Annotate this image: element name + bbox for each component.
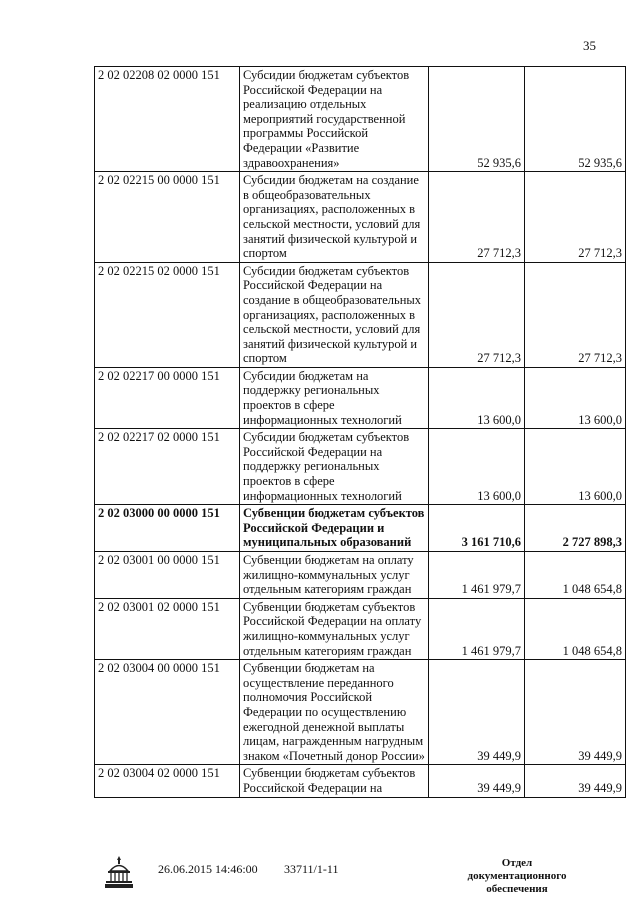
budget-table bbox=[94, 66, 626, 798]
row-code: 2 02 03004 00 0000 151 bbox=[95, 660, 240, 765]
row-amount-2: 27 712,3 bbox=[525, 172, 626, 263]
row-amount-1: 52 935,6 bbox=[429, 67, 525, 172]
row-code: 2 02 03004 02 0000 151 bbox=[95, 765, 240, 797]
row-amount-1: 39 449,9 bbox=[429, 765, 525, 797]
row-code: 2 02 02208 02 0000 151 bbox=[95, 67, 240, 172]
row-amount-1: 27 712,3 bbox=[429, 262, 525, 367]
row-amount-1: 27 712,3 bbox=[429, 172, 525, 263]
duma-logo-icon bbox=[104, 855, 134, 889]
footer-dept-line-2: обеспечения bbox=[486, 883, 548, 895]
row-code: 2 02 02217 00 0000 151 bbox=[95, 367, 240, 428]
table-row bbox=[95, 67, 626, 172]
row-code: 2 02 02217 02 0000 151 bbox=[95, 429, 240, 505]
row-description: Субсидии бюджетам субъектов Российской Федерации на реализацию отдельных мероприятий государственной программы Российской Федерации «Развитие здравоохранения» bbox=[240, 67, 429, 172]
row-amount-1: 13 600,0 bbox=[429, 429, 525, 505]
row-code: 2 02 02215 00 0000 151 bbox=[95, 172, 240, 263]
row-amount-1: 3 161 710,6 bbox=[429, 505, 525, 552]
footer-department-stamp bbox=[452, 857, 582, 896]
table-row bbox=[95, 172, 626, 263]
row-description: Субвенции бюджетам субъектов Российской Федерации и муниципальных образований bbox=[240, 505, 429, 552]
table-row bbox=[95, 765, 626, 797]
row-description: Субсидии бюджетам субъектов Российской Федерации на создание в общеобразовательных организациях, расположенных в сельской местности, условий для занятий физической культурой и спортом bbox=[240, 262, 429, 367]
row-amount-2: 39 449,9 bbox=[525, 660, 626, 765]
row-amount-2: 52 935,6 bbox=[525, 67, 626, 172]
row-amount-2: 13 600,0 bbox=[525, 367, 626, 428]
row-description: Субсидии бюджетам субъектов Российской Федерации на поддержку региональных проектов в сфере информационных технологий bbox=[240, 429, 429, 505]
page-footer bbox=[0, 852, 640, 902]
row-code: 2 02 03001 02 0000 151 bbox=[95, 598, 240, 659]
row-code: 2 02 02215 02 0000 151 bbox=[95, 262, 240, 367]
row-amount-2: 2 727 898,3 bbox=[525, 505, 626, 552]
footer-dept-line-1: Отдел документационного bbox=[467, 857, 567, 882]
row-code: 2 02 03000 00 0000 151 bbox=[95, 505, 240, 552]
row-amount-1: 1 461 979,7 bbox=[429, 598, 525, 659]
row-description: Субсидии бюджетам на поддержку региональных проектов в сфере информационных технологий bbox=[240, 367, 429, 428]
table-row bbox=[95, 429, 626, 505]
page-number: 35 bbox=[583, 38, 596, 53]
row-description: Субвенции бюджетам субъектов Российской Федерации на оплату жилищно-коммунальных услуг отдельным категориям граждан bbox=[240, 598, 429, 659]
row-amount-2: 27 712,3 bbox=[525, 262, 626, 367]
row-code: 2 02 03001 00 0000 151 bbox=[95, 552, 240, 599]
row-amount-1: 1 461 979,7 bbox=[429, 552, 525, 599]
row-amount-2: 39 449,9 bbox=[525, 765, 626, 797]
table-row bbox=[95, 505, 626, 552]
table-row bbox=[95, 367, 626, 428]
table-row bbox=[95, 552, 626, 599]
row-amount-2: 1 048 654,8 bbox=[525, 598, 626, 659]
row-description: Субвенции бюджетам субъектов Российской Федерации на bbox=[240, 765, 429, 797]
row-description: Субвенции бюджетам на осуществление переданного полномочия Российской Федерации по осуществлению ежегодной денежной выплаты лицам, награжденным нагрудным знаком «Почетный донор России» bbox=[240, 660, 429, 765]
row-description: Субвенции бюджетам на оплату жилищно-коммунальных услуг отдельным категориям граждан bbox=[240, 552, 429, 599]
row-amount-2: 13 600,0 bbox=[525, 429, 626, 505]
row-amount-2: 1 048 654,8 bbox=[525, 552, 626, 599]
table-row bbox=[95, 262, 626, 367]
row-amount-1: 13 600,0 bbox=[429, 367, 525, 428]
row-description: Субсидии бюджетам на создание в общеобразовательных организациях, расположенных в сельской местности, условий для занятий физической культурой и спортом bbox=[240, 172, 429, 263]
footer-datetime: 26.06.2015 14:46:00 bbox=[158, 862, 258, 876]
table-row bbox=[95, 598, 626, 659]
row-amount-1: 39 449,9 bbox=[429, 660, 525, 765]
footer-doc-number: 33711/1-11 bbox=[284, 862, 339, 876]
budget-table-body bbox=[95, 67, 626, 798]
table-row bbox=[95, 660, 626, 765]
